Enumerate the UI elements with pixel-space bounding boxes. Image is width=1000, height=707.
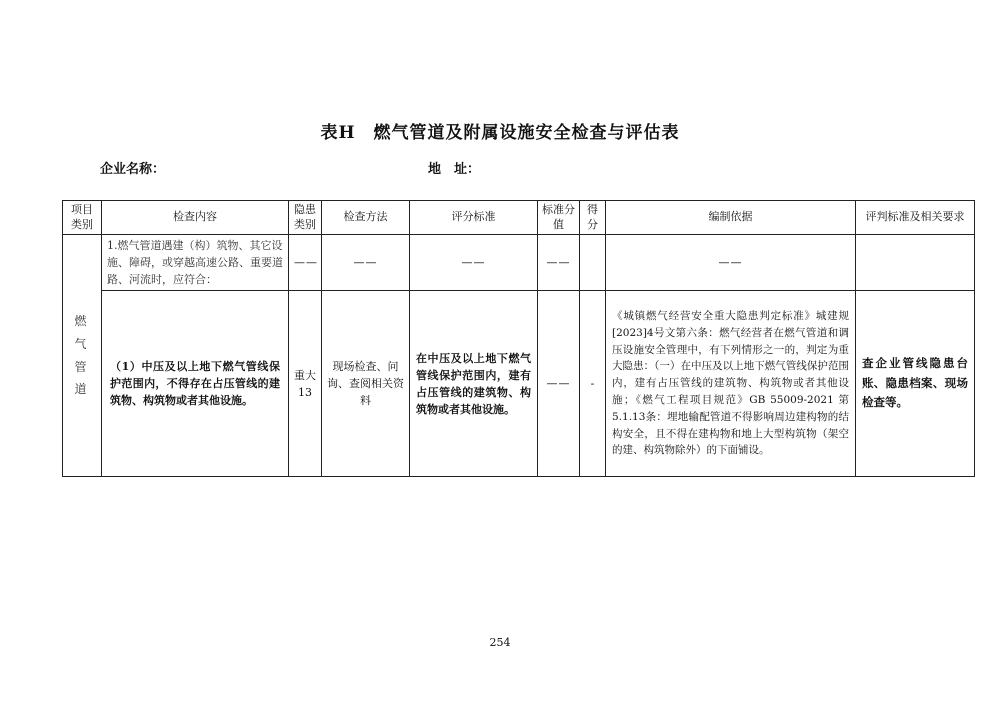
header-basis: 编制依据 xyxy=(606,201,856,235)
row2-content: （1）中压及以上地下燃气管线保护范围内，不得存在占压管线的建筑物、构筑物或者其他设施。 xyxy=(102,291,289,477)
page-number: 254 xyxy=(489,636,511,649)
row2-method: 现场检查、问询、查阅相关资料 xyxy=(322,291,410,477)
table-row xyxy=(63,235,975,291)
row1-content: 1.燃气管道遇建（构）筑物、其它设施、障碍，或穿越高速公路、重要道路、河流时，应符合： xyxy=(102,235,289,291)
row1-criteria xyxy=(856,235,975,291)
row2-score-value: —— xyxy=(538,291,580,477)
row2-scoring: 在中压及以上地下燃气管线保护范围内，建有占压管线的建筑物、构筑物或者其他设施。 xyxy=(410,291,538,477)
row2-hazard: 重大13 xyxy=(289,291,322,477)
header-scoring: 评分标准 xyxy=(410,201,538,235)
header-criteria: 评判标准及相关要求 xyxy=(856,201,975,235)
row1-basis: —— xyxy=(606,235,856,291)
header-standard-score: 标准分值 xyxy=(538,201,580,235)
row1-score-value: —— xyxy=(538,235,580,291)
header-content: 检查内容 xyxy=(102,201,289,235)
row2-score: - xyxy=(580,291,606,477)
header-method: 检查方法 xyxy=(322,201,410,235)
header-hazard-type: 隐患类别 xyxy=(289,201,322,235)
row1-score xyxy=(580,235,606,291)
row1-scoring: —— xyxy=(410,235,538,291)
address-label: 地 址： xyxy=(428,162,481,177)
inspection-table xyxy=(62,200,975,477)
table-header-row xyxy=(63,201,975,235)
row1-hazard: —— xyxy=(289,235,322,291)
page-title: 表H 燃气管道及附属设施安全检查与评估表 xyxy=(320,123,680,143)
header-score: 得分 xyxy=(580,201,606,235)
table-row xyxy=(63,291,975,477)
header-category: 项目类别 xyxy=(63,201,102,235)
row2-basis: 《城镇燃气经营安全重大隐患判定标准》城建规[2023]4号文第六条：燃气经营者在燃气管道和调压设施安全管理中，有下列情形之一的，判定为重大隐患：（一）在中压及以上地下燃气管线保护范围内，建有占压管线的建筑物、构筑物或者其他设施；《燃气工程项目规范》GB 55009-2021 第5.1.13条：埋地输配管道不得影响周边建构物的结构安全，且不得在建构物和地上大型构筑物（架空的建、构筑物除外）的下面铺设。 xyxy=(606,291,856,477)
row2-criteria: 查企业管线隐患台账、隐患档案、现场检查等。 xyxy=(856,291,975,477)
category-cell: 燃气管道 xyxy=(63,235,102,477)
company-name-label: 企业名称： xyxy=(100,162,166,177)
row1-method: —— xyxy=(322,235,410,291)
